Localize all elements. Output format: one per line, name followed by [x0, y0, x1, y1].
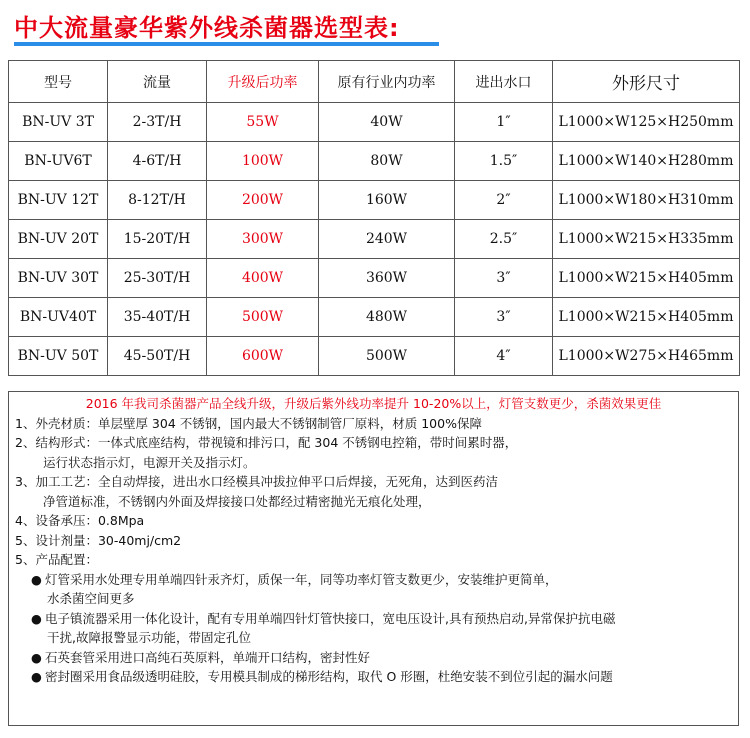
- cell-flow: 45-50T/H: [108, 337, 207, 376]
- note-item: 5、产品配置：: [15, 552, 98, 567]
- bullet-icon: ●: [31, 649, 42, 665]
- cell-dimensions: L1000×W215×H405mm: [553, 298, 740, 337]
- cell-inlet-outlet: 1″: [455, 103, 553, 142]
- cell-upgraded-power: 200W: [207, 181, 319, 220]
- config-bullet-text: 电子镇流器采用一体化设计，配有专用单端四针灯管快接口，宽电压设计,具有预热启动,异常保护抗电磁: [45, 610, 616, 626]
- config-bullet-text: 灯管采用水处理专用单端四针汞齐灯，质保一年，同等功率灯管支数更少，安装维护更简单，: [45, 571, 558, 587]
- note-item: 1、外壳材质：单层壁厚 304 不锈钢，国内最大不锈钢制管厂原料，材质 100%保障: [15, 415, 482, 431]
- note-item: 4、设备承压：0.8Mpa: [15, 513, 145, 528]
- cell-original-power: 240W: [319, 220, 455, 259]
- cell-dimensions: L1000×W215×H335mm: [553, 220, 740, 259]
- table-row: [9, 259, 740, 298]
- cell-original-power: 360W: [319, 259, 455, 298]
- cell-dimensions: L1000×W275×H465mm: [553, 337, 740, 376]
- cell-inlet-outlet: 2″: [455, 181, 553, 220]
- cell-upgraded-power: 300W: [207, 220, 319, 259]
- config-bullet-text: 密封圈采用食品级透明硅胶，专用模具制成的梯形结构，取代 O 形圈，杜绝安装不到位引起的漏水问题: [45, 669, 613, 684]
- note-item: 3、加工工艺：全自动焊接，进出水口经模具冲拔拉伸平口后焊接，无死角，达到医药洁: [15, 474, 498, 489]
- cell-upgraded-power: 400W: [207, 259, 319, 298]
- table-row: [9, 103, 740, 142]
- note-item: 5、设计剂量：30-40mj/cm2: [15, 532, 182, 548]
- cell-dimensions: L1000×W125×H250mm: [553, 103, 740, 142]
- cell-dimensions: L1000×W180×H310mm: [553, 181, 740, 220]
- config-bullet: [9, 570, 738, 590]
- table-row: [9, 142, 740, 181]
- header-upgraded-power: 升级后功率: [207, 61, 319, 103]
- cell-flow: 8-12T/H: [108, 181, 207, 220]
- cell-original-power: 480W: [319, 298, 455, 337]
- cell-original-power: 80W: [319, 142, 455, 181]
- cell-dimensions: L1000×W140×H280mm: [553, 142, 740, 181]
- config-bullet-continuation: 干扰,故障报警显示功能，带固定孔位: [47, 630, 251, 645]
- upgrade-headline: 2016 年我司杀菌器产品全线升级，升级后紫外线功率提升 10-20%以上，灯管支数更少，杀菌效果更佳: [85, 396, 662, 411]
- title-underline: [14, 42, 439, 46]
- config-bullet: [9, 667, 738, 687]
- cell-upgraded-power: 500W: [207, 298, 319, 337]
- cell-original-power: 500W: [319, 337, 455, 376]
- cell-inlet-outlet: 2.5″: [455, 220, 553, 259]
- cell-model: BN-UV 50T: [9, 337, 108, 376]
- table-row: [9, 298, 740, 337]
- note-item-continuation: 运行状态指示灯，电源开关及指示灯。: [43, 454, 256, 470]
- cell-model: BN-UV6T: [9, 142, 108, 181]
- header-model: 型号: [9, 61, 108, 103]
- header-inlet-outlet: 进出水口: [455, 61, 553, 103]
- cell-flow: 2-3T/H: [108, 103, 207, 142]
- product-notes-box: [8, 391, 739, 726]
- cell-original-power: 40W: [319, 103, 455, 142]
- model-selection-table: [8, 60, 740, 376]
- cell-model: BN-UV 30T: [9, 259, 108, 298]
- table-header-row: [9, 61, 740, 103]
- cell-inlet-outlet: 4″: [455, 337, 553, 376]
- cell-inlet-outlet: 1.5″: [455, 142, 553, 181]
- config-bullet: [9, 609, 738, 629]
- header-original-power: 原有行业内功率: [319, 61, 455, 103]
- bullet-icon: ●: [31, 669, 42, 684]
- cell-upgraded-power: 55W: [207, 103, 319, 142]
- page-title: 中大流量豪华紫外线杀菌器选型表:: [14, 14, 400, 42]
- bullet-icon: ●: [31, 571, 42, 587]
- cell-flow: 4-6T/H: [108, 142, 207, 181]
- cell-upgraded-power: 600W: [207, 337, 319, 376]
- table-row: [9, 220, 740, 259]
- config-bullet: [9, 648, 738, 668]
- cell-inlet-outlet: 3″: [455, 259, 553, 298]
- config-bullet-text: 石英套管采用进口高纯石英原料，单端开口结构，密封性好: [45, 649, 371, 665]
- cell-upgraded-power: 100W: [207, 142, 319, 181]
- cell-inlet-outlet: 3″: [455, 298, 553, 337]
- cell-model: BN-UV40T: [9, 298, 108, 337]
- header-dimensions: 外形尺寸: [553, 61, 740, 103]
- note-item-continuation: 净管道标准，不锈钢内外面及焊接接口处都经过精密抛光无痕化处理，: [43, 493, 431, 509]
- header-flow: 流量: [108, 61, 207, 103]
- note-item: 2、结构形式：一体式底座结构，带视镜和排污口，配 304 不锈钢电控箱，带时间累时器，: [15, 435, 518, 450]
- cell-flow: 35-40T/H: [108, 298, 207, 337]
- config-bullet-continuation: 水杀菌空间更多: [47, 591, 135, 606]
- cell-model: BN-UV 12T: [9, 181, 108, 220]
- bullet-icon: ●: [31, 610, 42, 626]
- cell-flow: 25-30T/H: [108, 259, 207, 298]
- cell-dimensions: L1000×W215×H405mm: [553, 259, 740, 298]
- cell-model: BN-UV 20T: [9, 220, 108, 259]
- cell-original-power: 160W: [319, 181, 455, 220]
- table-row: [9, 337, 740, 376]
- cell-model: BN-UV 3T: [9, 103, 108, 142]
- table-row: [9, 181, 740, 220]
- cell-flow: 15-20T/H: [108, 220, 207, 259]
